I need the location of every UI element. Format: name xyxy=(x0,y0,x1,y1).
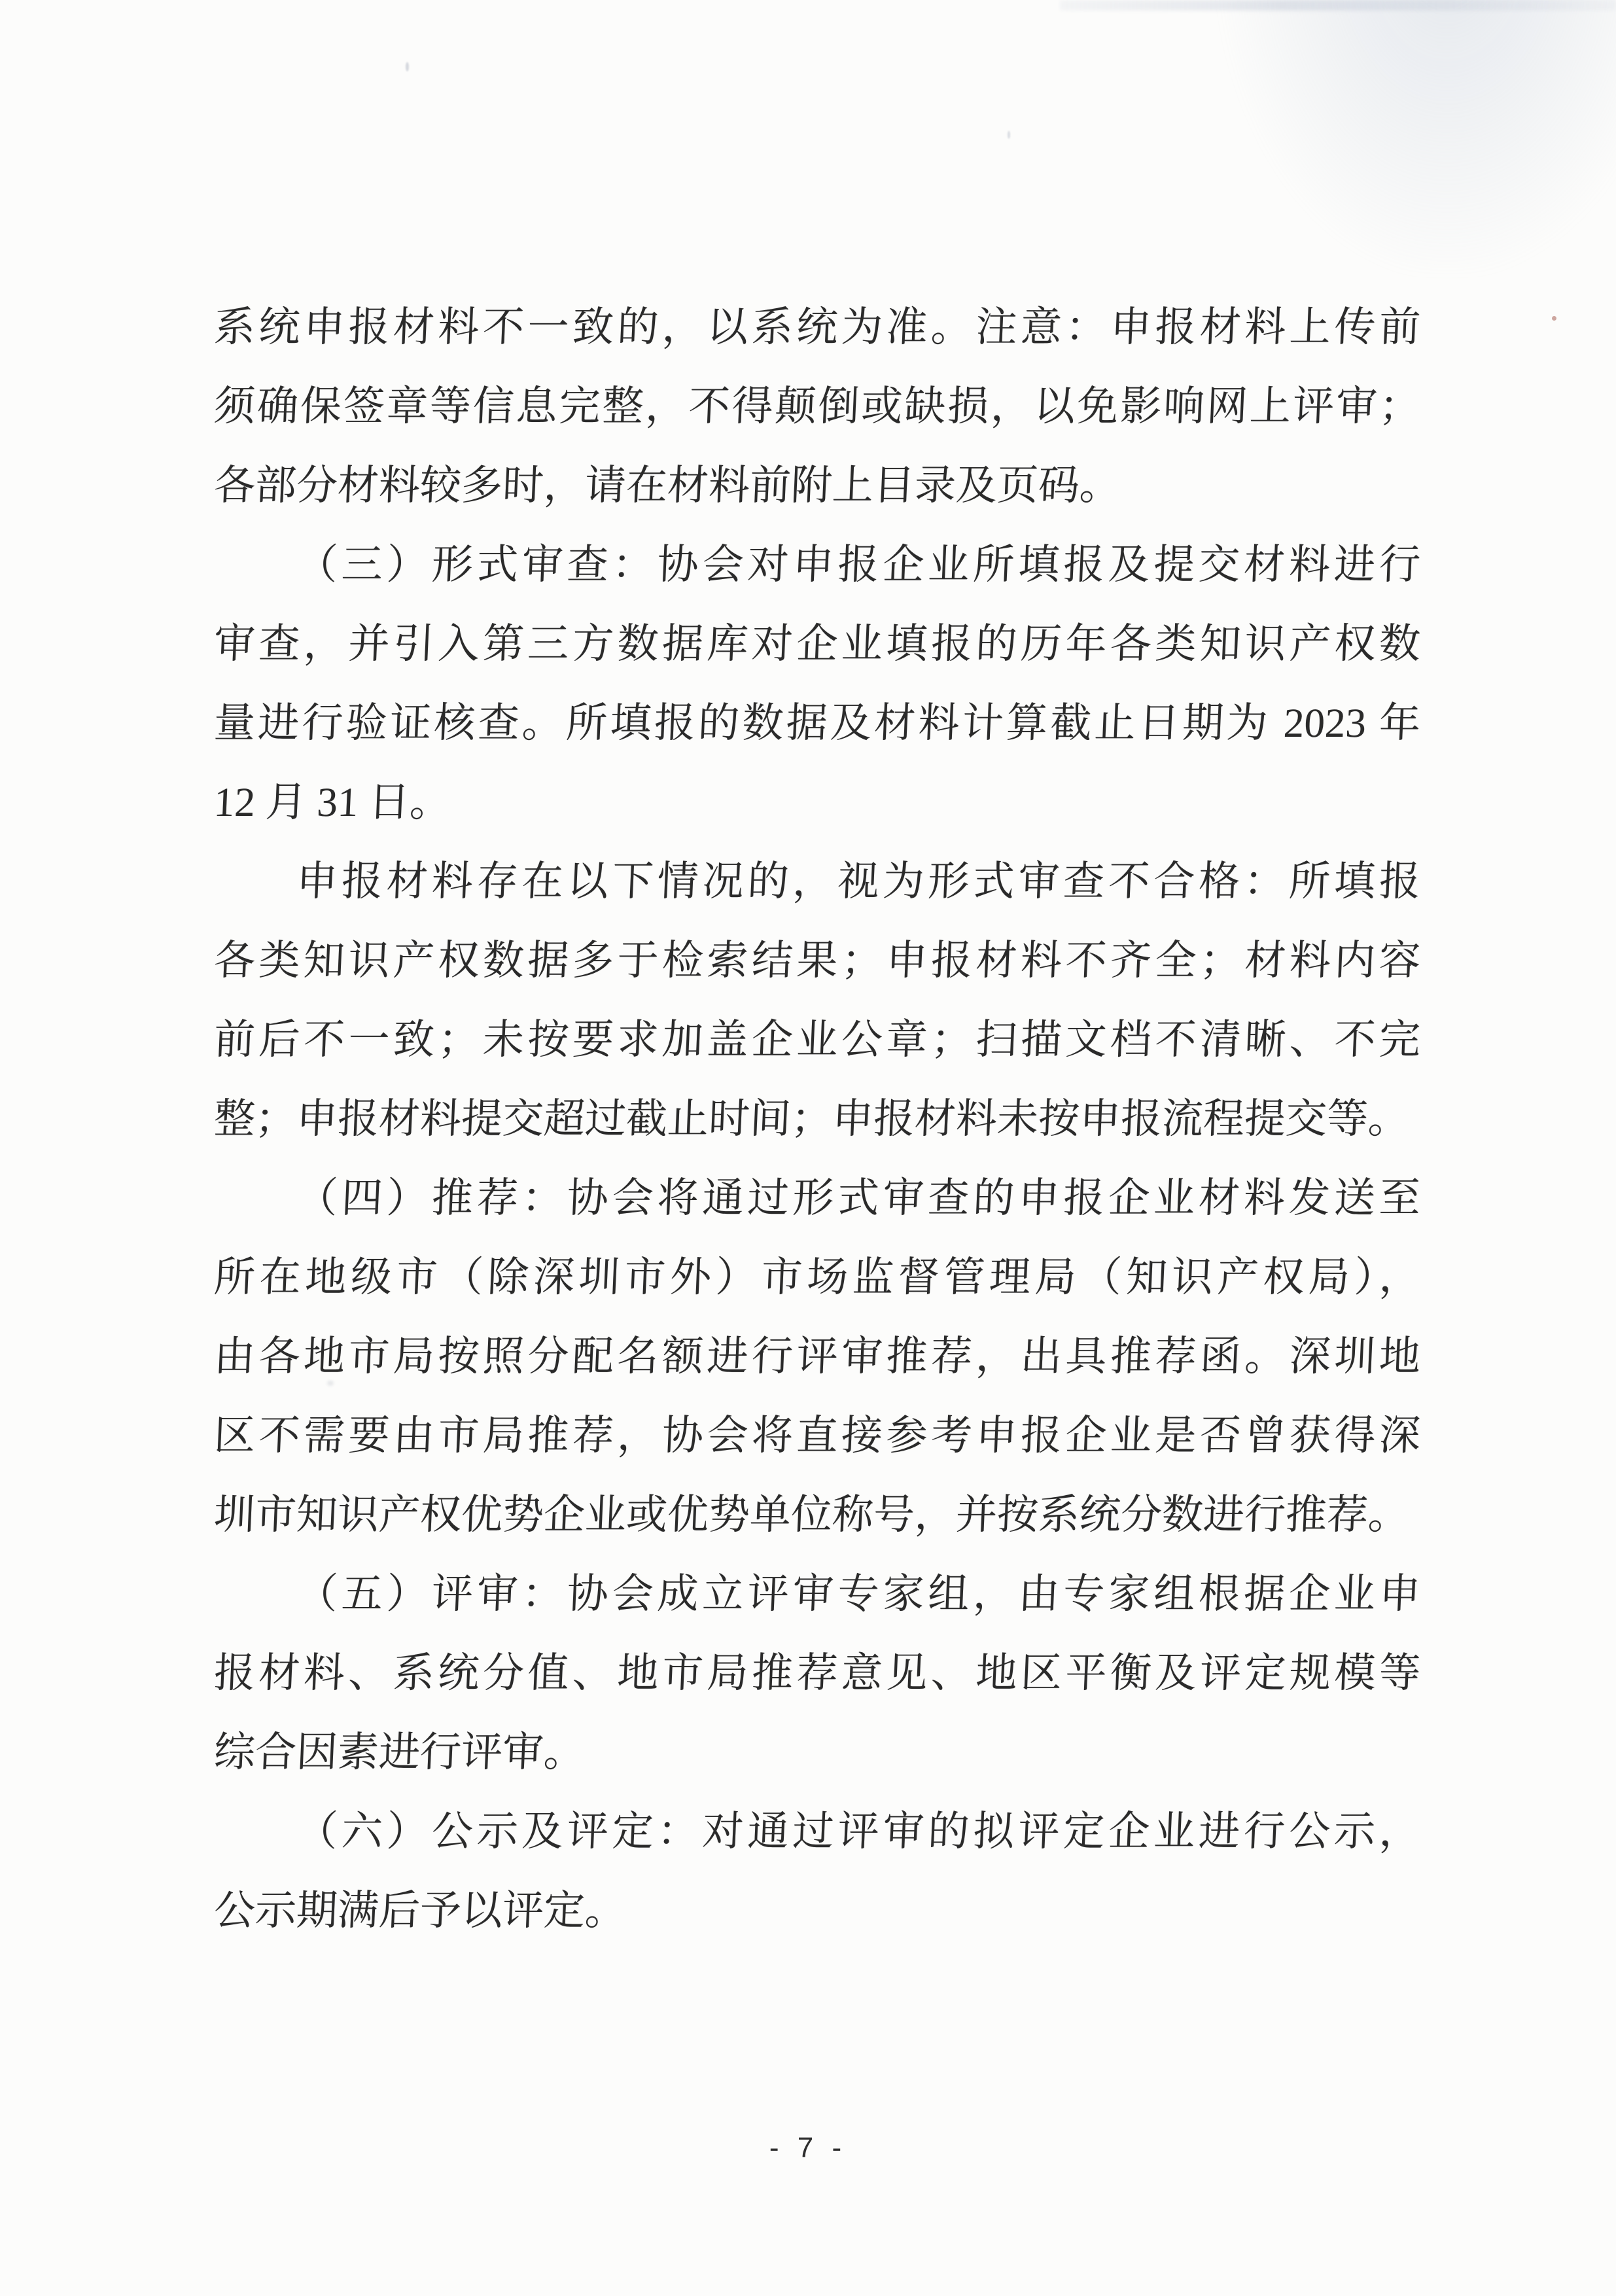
document-body xyxy=(214,288,1420,1951)
text-line: 区不需要由市局推荐，协会将直接参考申报企业是否曾获得深 xyxy=(213,1413,1422,1458)
text-line: （三）形式审查：协会对申报企业所填报及提交材料进行 xyxy=(295,542,1422,588)
text-line: 各类知识产权数据多于检索结果；申报材料不齐全；材料内容 xyxy=(213,938,1422,983)
scan-smudge xyxy=(1217,0,1616,275)
text-line: 系统申报材料不一致的，以系统为准。注意：申报材料上传前 xyxy=(213,304,1422,350)
text-line: （六）公示及评定：对通过评审的拟评定企业进行公示， xyxy=(295,1809,1422,1854)
text-line: 报材料、系统分值、地市局推荐意见、地区平衡及评定规模等 xyxy=(213,1650,1422,1696)
text-line: 申报材料存在以下情况的，视为形式审查不合格：所填报 xyxy=(295,858,1422,904)
text-line: 量进行验证核查。所填报的数据及材料计算截止日期为 2023 年 xyxy=(213,700,1422,746)
text-line: 综合因素进行评审。 xyxy=(213,1729,586,1775)
text-line: 12 月 31 日。 xyxy=(213,779,452,825)
text-line: 所在地级市（除深圳市外）市场监督管理局（知识产权局）， xyxy=(213,1254,1422,1300)
text-line: 须确保签章等信息完整，不得颠倒或缺损，以免影响网上评审； xyxy=(213,383,1422,429)
text-line: 审查，并引入第三方数据库对企业填报的历年各类知识产权数 xyxy=(213,621,1422,667)
text-line: （五）评审：协会成立评审专家组，由专家组根据企业申 xyxy=(295,1571,1422,1617)
scan-speck xyxy=(406,62,409,71)
scan-speck xyxy=(1008,131,1010,139)
text-line: 公示期满后予以评定。 xyxy=(213,1888,627,1934)
text-line: 圳市知识产权优势企业或优势单位称号，并按系统分数进行推荐。 xyxy=(213,1492,1411,1538)
text-line: 整；申报材料提交超过截止时间；申报材料未按申报流程提交等。 xyxy=(213,1096,1411,1142)
text-line: （四）推荐：协会将通过形式审查的申报企业材料发送至 xyxy=(295,1175,1422,1221)
text-line: 前后不一致；未按要求加盖企业公章；扫描文档不清晰、不完 xyxy=(213,1017,1422,1063)
scan-speck xyxy=(1552,316,1556,321)
page-number: - 7 - xyxy=(769,2132,847,2164)
text-line: 由各地市局按照分配名额进行评审推荐，出具推荐函。深圳地 xyxy=(213,1333,1422,1379)
text-line: 各部分材料较多时，请在材料前附上目录及页码。 xyxy=(213,463,1122,508)
scan-streak xyxy=(1060,0,1616,10)
